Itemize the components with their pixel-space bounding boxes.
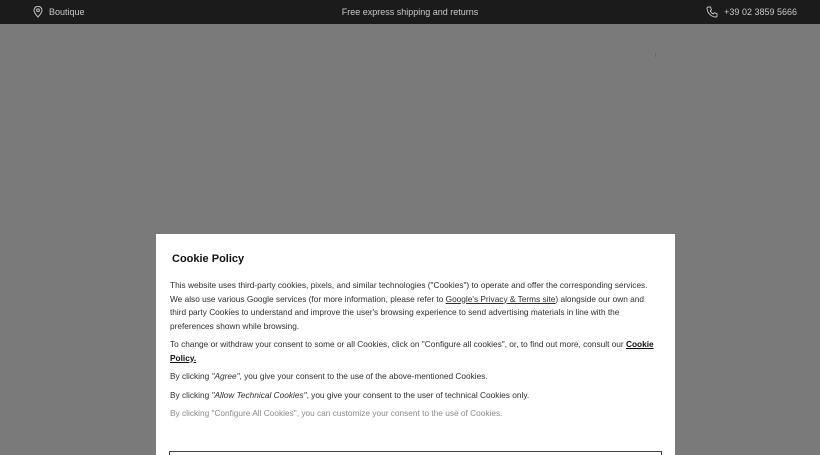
dialog-title: Cookie Policy [172, 253, 245, 265]
phone-number: +39 02 3859 5666 [724, 7, 797, 17]
agree-emphasis: "Agree" [211, 371, 240, 381]
phone-icon [706, 6, 718, 18]
google-privacy-terms-link[interactable]: Google's Privacy & Terms site [445, 293, 556, 304]
boutique-label: Boutique [49, 7, 85, 17]
agree-prefix: By clicking [170, 371, 212, 381]
technical-suffix: , you give your consent to the user of technical Cookies only. [306, 389, 530, 400]
cookie-paragraph-intro [170, 279, 661, 333]
agree-suffix: , you give your consent to the use of the above-mentioned Cookies. [239, 371, 488, 381]
cookie-policy-link[interactable]: Cookie Policy. [170, 339, 654, 363]
technical-prefix: By clicking [170, 389, 212, 400]
cookie-paragraph-agree [170, 370, 661, 384]
dialog-body [170, 279, 661, 421]
intro-text-start: This website uses third-party cookies, pixels, and similar technologies ("Cookies") to operate and offer the corresponding services. We also use various Google services (for more information, please refer to [170, 280, 648, 304]
location-pin-icon [33, 6, 43, 18]
intro-text-end: ) alongside our own and third party Cookies to understand and improve the user's browsing experience to send advertising materials in line with the preferences shown while browsing. [170, 293, 644, 331]
cookie-paragraph-configure: By clicking "Configure All Cookies", you can customize your consent to the use of Cookies. [170, 408, 503, 418]
dialog-action-button[interactable] [169, 451, 662, 455]
boutique-link[interactable] [33, 0, 85, 24]
cookie-paragraph-technical [170, 389, 661, 403]
phone-link[interactable] [706, 0, 797, 24]
top-announcement-bar [0, 0, 820, 24]
technical-emphasis: "Allow Technical Cookies" [211, 389, 307, 400]
promo-text: Free express shipping and returns [341, 7, 479, 17]
background-mark [655, 53, 656, 57]
change-consent-text: To change or withdraw your consent to some or all Cookies, click on "Configure all cookies", or, to find out more, consult our [170, 339, 626, 349]
cookie-policy-dialog [156, 234, 675, 455]
cookie-paragraph-change-consent [170, 338, 661, 365]
